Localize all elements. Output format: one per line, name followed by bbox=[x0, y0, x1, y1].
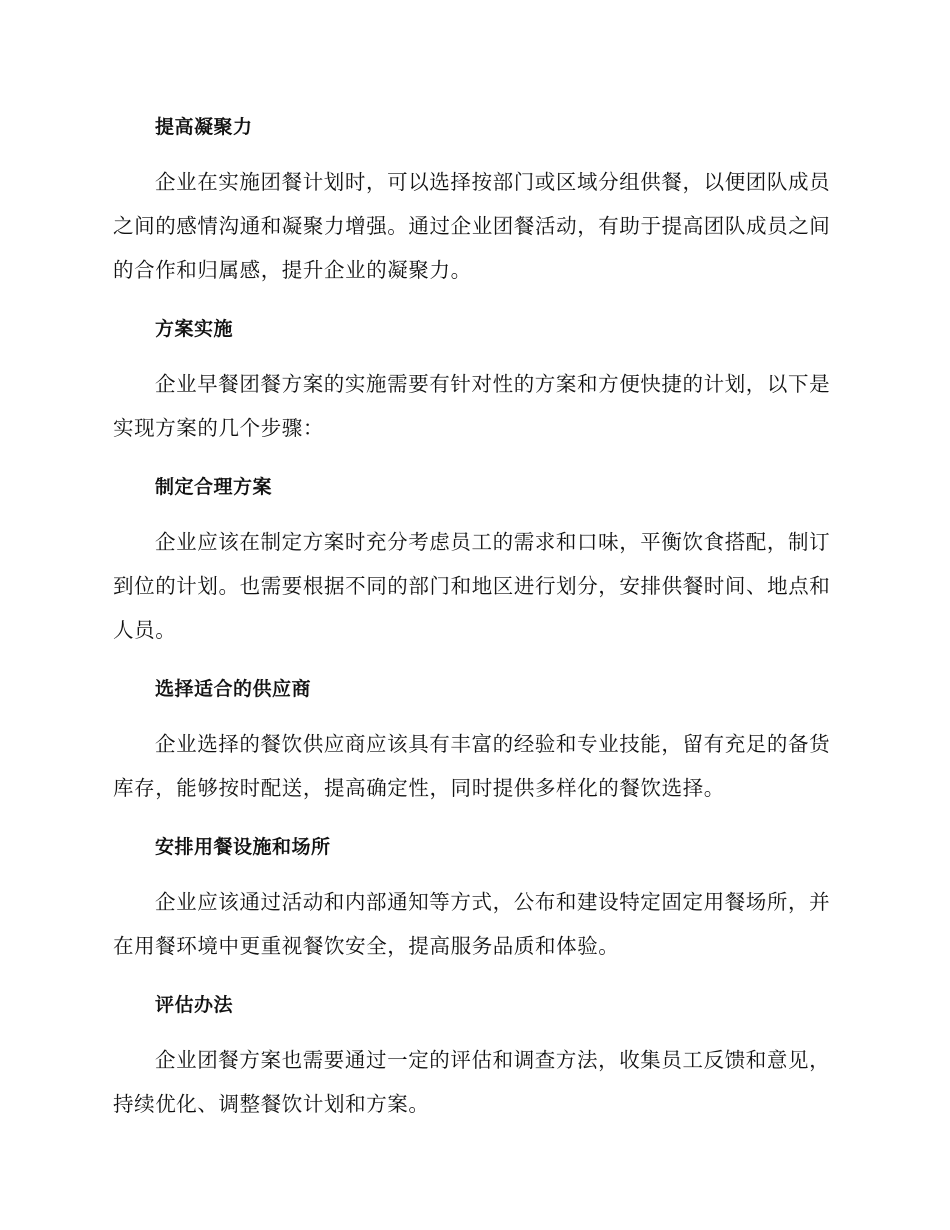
section-body: 企业在实施团餐计划时，可以选择按部门或区域分组供餐，以便团队成员之间的感情沟通和凝聚力增强。通过企业团餐活动，有助于提高团队成员之间的合作和归属感，提升企业的凝聚力。 bbox=[113, 170, 831, 282]
section-body: 企业选择的餐饮供应商应该具有丰富的经验和专业技能，留有充足的备货库存，能够按时配送，提高确定性，同时提供多样化的餐饮选择。 bbox=[113, 732, 831, 800]
section-body: 企业团餐方案也需要通过一定的评估和调查方法，收集员工反馈和意见，持续优化、调整餐饮计划和方案。 bbox=[113, 1048, 831, 1116]
section-heading: 提高凝聚力 bbox=[155, 116, 253, 138]
section-heading: 选择适合的供应商 bbox=[155, 678, 312, 700]
section-heading: 制定合理方案 bbox=[155, 476, 273, 498]
section-body: 企业应该在制定方案时充分考虑员工的需求和口味，平衡饮食搭配，制订到位的计划。也需要根据不同的部门和地区进行划分，安排供餐时间、地点和人员。 bbox=[113, 530, 831, 642]
section-heading: 评估办法 bbox=[155, 994, 234, 1016]
section-heading: 安排用餐设施和场所 bbox=[155, 836, 331, 858]
section-heading: 方案实施 bbox=[155, 318, 234, 340]
section-body: 企业应该通过活动和内部通知等方式，公布和建设特定固定用餐场所，并在用餐环境中更重视餐饮安全，提高服务品质和体验。 bbox=[113, 890, 831, 958]
section-body: 企业早餐团餐方案的实施需要有针对性的方案和方便快捷的计划，以下是实现方案的几个步骤： bbox=[113, 372, 831, 440]
